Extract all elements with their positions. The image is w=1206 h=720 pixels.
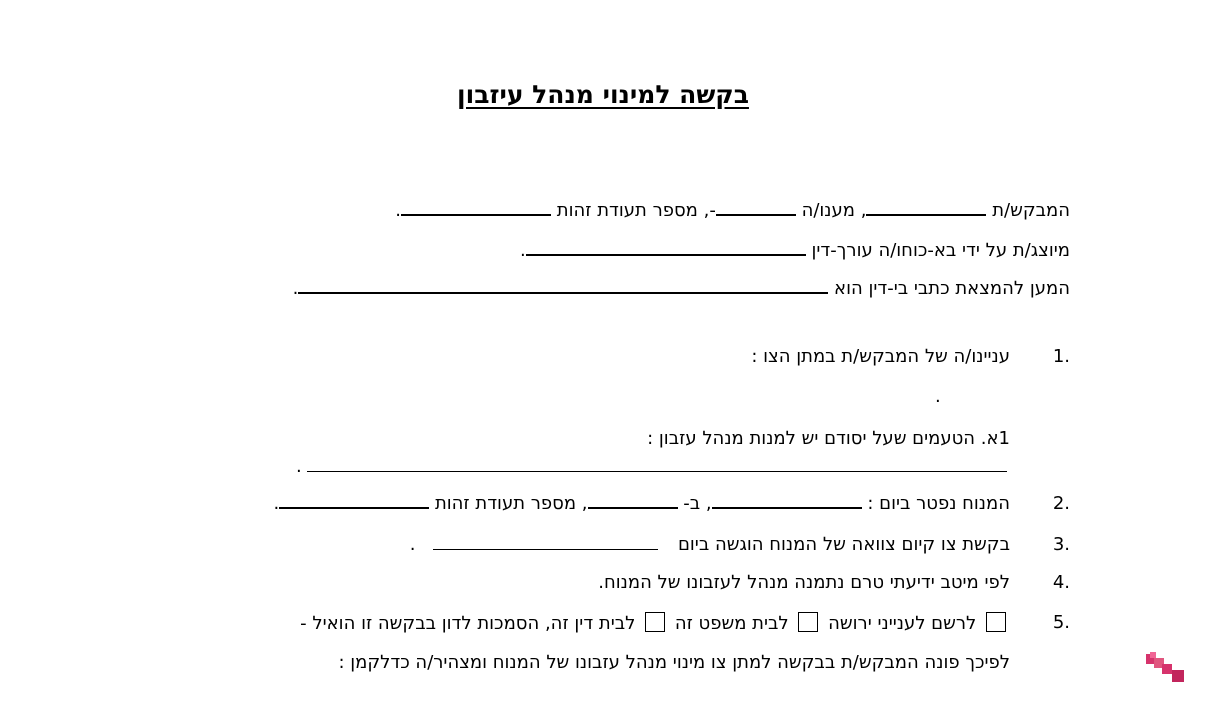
option-court-label: לבית משפט זה [674, 613, 789, 634]
period: . [273, 493, 280, 514]
pink-logo-icon [1146, 652, 1186, 686]
item-number: 5. [1052, 612, 1070, 633]
address-dash: - [709, 200, 716, 221]
service-address-line [293, 278, 1070, 299]
service-address-field[interactable] [298, 278, 828, 294]
item-2-line [273, 493, 1010, 514]
will-request-label: בקשת צו קיום צוואה של המנוח הוגשה ביום [677, 534, 1010, 555]
item-1a-text: 1א. הטעמים שעל יסודם יש למנות מנהל עזבון : [647, 428, 1010, 449]
id-label: , מספר תעודת זהות [556, 200, 710, 221]
period: . [292, 278, 299, 299]
address-label: , מענו/ה [801, 200, 867, 221]
applicant-line [395, 200, 1070, 221]
item-number: 1. [1052, 346, 1070, 367]
option-religious-court-label: לבית דין זה, הסמכות לדון בבקשה זו הואיל - [300, 613, 636, 634]
reasons-line [296, 456, 1007, 477]
item-number: 4. [1052, 572, 1070, 593]
death-date-field[interactable] [712, 493, 862, 509]
applicant-label: המבקש/ת [992, 200, 1070, 221]
closing-text: לפיכך פונה המבקש/ת בבקשה למתן צו מינוי מנהל עזבונו של המנוח ומצהיר/ה כדלקמן : [338, 652, 1010, 673]
item-3-line [410, 534, 1010, 555]
period: . [395, 200, 402, 221]
deceased-id-field[interactable] [279, 493, 429, 509]
represented-label: מיוצג/ת על ידי בא-כוחו/ה עורך-דין [811, 240, 1070, 261]
dot-mark: . [935, 386, 941, 407]
represented-line [520, 240, 1070, 261]
item-4-text: לפי מיטב ידיעתי טרם נתמנה מנהל לעזבונו של המנוח. [598, 572, 1010, 593]
reasons-field[interactable] [307, 457, 1007, 472]
address-field[interactable] [716, 200, 796, 216]
place-label: , ב- [683, 493, 712, 514]
checkbox-registrar[interactable] [986, 612, 1006, 632]
id-field[interactable] [401, 200, 551, 216]
item-1-text: עניינו/ה של המבקש/ת במתן הצו : [751, 346, 1010, 367]
applicant-name-field[interactable] [866, 200, 986, 216]
checkbox-religious-court[interactable] [645, 612, 665, 632]
document-title: בקשה למינוי מנהל עיזבון [457, 80, 749, 109]
option-registrar-label: לרשם לענייני ירושה [828, 613, 977, 634]
death-date-label: המנוח נפטר ביום : [867, 493, 1010, 514]
lawyer-field[interactable] [526, 240, 806, 256]
will-request-date-field[interactable] [433, 535, 658, 550]
item-number: 3. [1052, 534, 1070, 555]
service-address-label: המען להמצאת כתבי בי-דין הוא [834, 278, 1070, 299]
deceased-id-label: , מספר תעודת זהות [434, 493, 588, 514]
place-field[interactable] [588, 493, 678, 509]
item-5-line [300, 612, 1010, 634]
checkbox-court[interactable] [798, 612, 818, 632]
period: . [520, 240, 526, 261]
item-number: 2. [1052, 493, 1070, 514]
period: . [409, 534, 416, 555]
dot-mark: . [296, 456, 302, 477]
